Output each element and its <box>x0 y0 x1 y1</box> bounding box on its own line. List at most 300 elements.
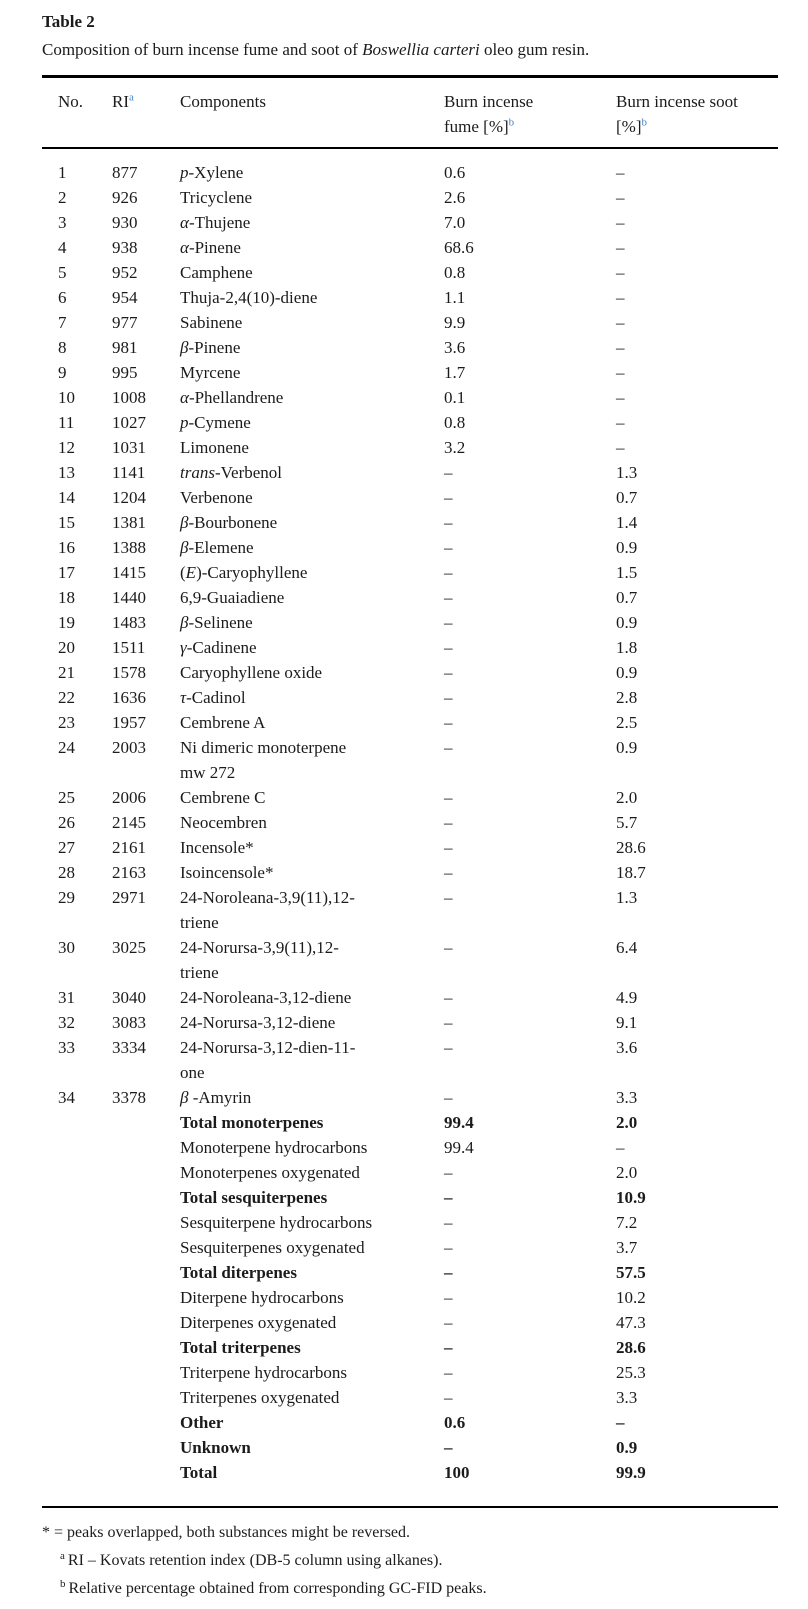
cell-fume-value <box>444 1110 616 1135</box>
footnote-ref-b: b <box>641 116 647 129</box>
cell-component <box>180 835 444 860</box>
cell-fume-value <box>444 435 616 460</box>
cell-ri <box>112 410 180 435</box>
text-segment: Myrcene <box>180 363 241 382</box>
text-segment: – <box>444 538 453 557</box>
text-segment: – <box>444 863 453 882</box>
text-line <box>180 1235 444 1260</box>
cell-component <box>180 1135 444 1160</box>
table-row <box>42 1260 778 1285</box>
cell-soot-value <box>616 1085 778 1110</box>
table-row <box>42 385 778 410</box>
table-row <box>42 460 778 485</box>
text-segment: – <box>444 1188 453 1207</box>
cell-component <box>180 310 444 335</box>
text-segment: – <box>616 188 625 207</box>
text-line <box>616 1110 778 1135</box>
text-line <box>616 1385 778 1410</box>
text-segment: 9 <box>58 363 67 382</box>
text-segment: Diterpene hydrocarbons <box>180 1288 344 1307</box>
table-row <box>42 685 778 710</box>
cell-ri <box>112 535 180 560</box>
table-row <box>42 785 778 810</box>
cell-no <box>42 1235 112 1260</box>
cell-component <box>180 235 444 260</box>
text-segment: – <box>616 263 625 282</box>
cell-fume-value <box>444 1410 616 1435</box>
cell-no <box>42 1185 112 1210</box>
text-line <box>444 1085 616 1110</box>
text-segment: α <box>180 238 189 257</box>
table-row <box>42 885 778 935</box>
cell-ri <box>112 1235 180 1260</box>
text-line <box>616 1360 778 1385</box>
cell-component <box>180 148 444 185</box>
cell-fume-value <box>444 1460 616 1507</box>
text-line <box>180 735 444 760</box>
text-segment: ( <box>180 563 186 582</box>
text-segment: 0.6 <box>444 163 466 182</box>
cell-ri <box>112 385 180 410</box>
cell-soot-value <box>616 385 778 410</box>
cell-component <box>180 285 444 310</box>
cell-fume-value <box>444 1360 616 1385</box>
cell-ri <box>112 685 180 710</box>
text-line <box>444 585 616 610</box>
cell-soot-value <box>616 885 778 935</box>
text-line <box>180 1135 444 1160</box>
caption-species-name: Boswellia carteri <box>362 40 480 59</box>
text-line <box>616 985 778 1010</box>
text-line <box>616 1185 778 1210</box>
cell-fume-value <box>444 1010 616 1035</box>
cell-soot-value <box>616 735 778 785</box>
cell-soot-value <box>616 360 778 385</box>
cell-soot-value <box>616 685 778 710</box>
text-line <box>112 1085 180 1110</box>
cell-soot-value <box>616 148 778 185</box>
table-row <box>42 360 778 385</box>
text-line <box>444 635 616 660</box>
text-segment: 1511 <box>112 638 146 657</box>
text-segment: 47.3 <box>616 1313 646 1332</box>
text-line <box>180 1435 444 1460</box>
text-segment: 30 <box>58 938 75 957</box>
cell-component <box>180 260 444 285</box>
text-segment: -Amyrin <box>188 1088 252 1107</box>
cell-component <box>180 1010 444 1035</box>
cell-fume-value <box>444 1435 616 1460</box>
text-line <box>180 760 444 785</box>
cell-fume-value <box>444 310 616 335</box>
table-row <box>42 735 778 785</box>
text-segment: 3025 <box>112 938 146 957</box>
text-segment: 3.2 <box>444 438 466 457</box>
text-segment: – <box>444 1338 453 1357</box>
cell-no <box>42 1160 112 1185</box>
text-segment: 1578 <box>112 663 146 682</box>
text-line <box>180 435 444 460</box>
text-line <box>180 1160 444 1185</box>
cell-no <box>42 210 112 235</box>
cell-fume-value <box>444 148 616 185</box>
table-row <box>42 1360 778 1385</box>
text-line <box>616 535 778 560</box>
cell-fume-value <box>444 385 616 410</box>
text-segment: -Cymene <box>188 413 251 432</box>
text-line <box>444 1435 616 1460</box>
text-line <box>444 1135 616 1160</box>
text-line <box>180 810 444 835</box>
text-segment: 2.6 <box>444 188 466 207</box>
cell-soot-value <box>616 1110 778 1135</box>
text-line <box>616 1210 778 1235</box>
text-line <box>180 485 444 510</box>
cell-component <box>180 1410 444 1435</box>
cell-component <box>180 1260 444 1285</box>
text-segment: Diterpenes oxygenated <box>180 1313 337 1332</box>
table-row <box>42 1285 778 1310</box>
text-segment: 930 <box>112 213 138 232</box>
text-line <box>616 1285 778 1310</box>
text-segment: Cembrene C <box>180 788 266 807</box>
text-line <box>180 310 444 335</box>
table-row <box>42 535 778 560</box>
cell-no <box>42 710 112 735</box>
text-segment: 11 <box>58 413 75 432</box>
text-line <box>444 185 616 210</box>
table-caption <box>42 38 778 62</box>
cell-no <box>42 835 112 860</box>
cell-no <box>42 285 112 310</box>
text-line <box>112 885 180 910</box>
text-segment: -Bourbonene <box>188 513 278 532</box>
text-line <box>180 710 444 735</box>
text-segment: 29 <box>58 888 75 907</box>
cell-ri <box>112 1185 180 1210</box>
col-header-soot-line2 <box>616 114 778 139</box>
text-line <box>616 1310 778 1335</box>
text-segment: – <box>444 688 453 707</box>
text-segment: – <box>616 288 625 307</box>
text-line <box>112 1035 180 1060</box>
col-header-fume-line1: Burn incense <box>444 92 534 111</box>
text-segment: mw 272 <box>180 763 236 782</box>
cell-ri <box>112 585 180 610</box>
text-segment: Other <box>180 1413 224 1432</box>
table-row <box>42 585 778 610</box>
col-header-soot <box>616 77 778 149</box>
text-line <box>112 260 180 285</box>
text-line <box>58 485 112 510</box>
footnote-marker: * <box>42 1524 50 1541</box>
table-row <box>42 1235 778 1260</box>
cell-component <box>180 1310 444 1335</box>
cell-ri <box>112 1010 180 1035</box>
text-line <box>180 460 444 485</box>
cell-fume-value <box>444 560 616 585</box>
cell-soot-value <box>616 1010 778 1035</box>
cell-component <box>180 1360 444 1385</box>
cell-component <box>180 1285 444 1310</box>
text-segment: Caryophyllene oxide <box>180 663 323 682</box>
text-segment: -Cadinol <box>186 688 246 707</box>
cell-soot-value <box>616 835 778 860</box>
text-segment: 28.6 <box>616 838 646 857</box>
cell-soot-value <box>616 1410 778 1435</box>
table-row <box>42 1410 778 1435</box>
text-line <box>180 235 444 260</box>
text-segment: -Cadinene <box>186 638 257 657</box>
cell-fume-value <box>444 1260 616 1285</box>
cell-soot-value <box>616 210 778 235</box>
text-segment: Sabinene <box>180 313 243 332</box>
text-line <box>616 460 778 485</box>
text-line <box>180 335 444 360</box>
text-segment: 2003 <box>112 738 146 757</box>
text-segment: 26 <box>58 813 75 832</box>
text-segment: 57.5 <box>616 1263 646 1282</box>
caption-prefix: Composition of burn incense fume and soot of <box>42 40 363 59</box>
text-line <box>444 685 616 710</box>
text-line <box>444 1160 616 1185</box>
cell-soot-value <box>616 1385 778 1410</box>
text-segment: -Elemene <box>188 538 254 557</box>
caption-suffix: oleo gum resin. <box>479 40 590 59</box>
text-line <box>112 510 180 535</box>
text-line <box>444 1210 616 1235</box>
text-line <box>616 360 778 385</box>
text-line <box>616 835 778 860</box>
col-header-soot-unit: [%] <box>616 117 642 136</box>
cell-soot-value <box>616 660 778 685</box>
cell-component <box>180 360 444 385</box>
text-line <box>112 460 180 485</box>
text-line <box>180 610 444 635</box>
cell-ri <box>112 1085 180 1110</box>
col-header-no: No. <box>42 77 112 149</box>
text-segment: – <box>444 1363 453 1382</box>
cell-no <box>42 660 112 685</box>
text-line <box>444 560 616 585</box>
text-segment: one <box>180 1063 205 1082</box>
text-line <box>58 660 112 685</box>
text-line <box>58 535 112 560</box>
text-segment: 1440 <box>112 588 146 607</box>
cell-ri <box>112 1110 180 1135</box>
text-line <box>58 835 112 860</box>
text-line <box>444 1260 616 1285</box>
text-line <box>58 635 112 660</box>
cell-ri <box>112 485 180 510</box>
table-row <box>42 235 778 260</box>
text-segment: p <box>180 413 189 432</box>
cell-fume-value <box>444 510 616 535</box>
table-row <box>42 610 778 635</box>
cell-soot-value <box>616 860 778 885</box>
cell-soot-value <box>616 285 778 310</box>
text-segment: 19 <box>58 613 75 632</box>
text-segment: 1415 <box>112 563 146 582</box>
text-segment: 9.1 <box>616 1013 638 1032</box>
text-line <box>444 535 616 560</box>
text-line <box>58 260 112 285</box>
text-line <box>444 260 616 285</box>
text-line <box>112 535 180 560</box>
cell-soot-value <box>616 1360 778 1385</box>
text-line <box>112 935 180 960</box>
text-segment: Sesquiterpene hydrocarbons <box>180 1213 373 1232</box>
text-segment: 0.7 <box>616 588 638 607</box>
cell-soot-value <box>616 610 778 635</box>
cell-fume-value <box>444 635 616 660</box>
cell-component <box>180 560 444 585</box>
col-header-ri <box>112 77 180 149</box>
cell-soot-value <box>616 1460 778 1507</box>
text-line <box>112 635 180 660</box>
cell-no <box>42 310 112 335</box>
table-row <box>42 985 778 1010</box>
cell-ri <box>112 885 180 935</box>
cell-fume-value <box>444 185 616 210</box>
text-segment: 1.3 <box>616 888 638 907</box>
cell-soot-value <box>616 1435 778 1460</box>
text-line <box>444 1460 616 1485</box>
text-segment: – <box>616 438 625 457</box>
text-segment: 7 <box>58 313 67 332</box>
text-segment: 18 <box>58 588 75 607</box>
text-segment: Neocembren <box>180 813 267 832</box>
text-line <box>444 935 616 960</box>
cell-component <box>180 1235 444 1260</box>
text-line <box>180 210 444 235</box>
text-segment: 13 <box>58 463 75 482</box>
cell-ri <box>112 635 180 660</box>
text-line <box>58 1010 112 1035</box>
text-segment: – <box>444 1238 453 1257</box>
cell-ri <box>112 210 180 235</box>
cell-no <box>42 985 112 1010</box>
text-segment: -Phellandrene <box>188 388 284 407</box>
text-line <box>112 210 180 235</box>
col-header-ri-label: RI <box>112 92 129 111</box>
text-segment: Cembrene A <box>180 713 266 732</box>
text-segment: 22 <box>58 688 75 707</box>
cell-component <box>180 885 444 935</box>
text-segment: 0.8 <box>444 413 466 432</box>
table-body <box>42 148 778 1507</box>
cell-no <box>42 1385 112 1410</box>
text-line <box>112 485 180 510</box>
text-line <box>180 860 444 885</box>
text-segment: 6.4 <box>616 938 638 957</box>
text-segment: Incensole* <box>180 838 254 857</box>
table-row <box>42 148 778 185</box>
cell-soot-value <box>616 1260 778 1285</box>
cell-fume-value <box>444 610 616 635</box>
col-header-fume <box>444 77 616 149</box>
table-row <box>42 835 778 860</box>
cell-soot-value <box>616 1335 778 1360</box>
text-segment: – <box>444 613 453 632</box>
text-segment: 7.2 <box>616 1213 638 1232</box>
cell-fume-value <box>444 1185 616 1210</box>
cell-fume-value <box>444 985 616 1010</box>
text-line <box>180 1060 444 1085</box>
cell-soot-value <box>616 560 778 585</box>
text-segment: – <box>444 513 453 532</box>
text-segment: 954 <box>112 288 138 307</box>
text-segment: 0.9 <box>616 738 638 757</box>
text-line <box>616 160 778 185</box>
text-line <box>112 160 180 185</box>
text-segment: Total triterpenes <box>180 1338 301 1357</box>
cell-no <box>42 1210 112 1235</box>
cell-no <box>42 1135 112 1160</box>
text-line <box>616 1160 778 1185</box>
text-line <box>444 1335 616 1360</box>
text-line <box>444 460 616 485</box>
text-segment: -Selinene <box>188 613 253 632</box>
text-line <box>112 410 180 435</box>
text-line <box>180 1360 444 1385</box>
table-row <box>42 1385 778 1410</box>
cell-ri <box>112 285 180 310</box>
cell-fume-value <box>444 1210 616 1235</box>
footnote-marker: b <box>60 1577 66 1590</box>
text-line <box>58 310 112 335</box>
text-line <box>112 185 180 210</box>
text-line <box>58 185 112 210</box>
text-segment: 1957 <box>112 713 146 732</box>
text-segment: 28.6 <box>616 1338 646 1357</box>
text-segment: 3.3 <box>616 1388 638 1407</box>
cell-soot-value <box>616 1310 778 1335</box>
text-line <box>444 1185 616 1210</box>
text-segment: 99.9 <box>616 1463 646 1482</box>
cell-fume-value <box>444 660 616 685</box>
text-line <box>180 1185 444 1210</box>
cell-no <box>42 1085 112 1110</box>
cell-fume-value <box>444 1235 616 1260</box>
text-segment: 28 <box>58 863 75 882</box>
cell-no <box>42 1260 112 1285</box>
text-segment: 0.8 <box>444 263 466 282</box>
text-segment: Total monoterpenes <box>180 1113 324 1132</box>
table-row <box>42 310 778 335</box>
text-line <box>180 1385 444 1410</box>
text-line <box>180 1010 444 1035</box>
cell-soot-value <box>616 335 778 360</box>
text-segment: 0.1 <box>444 388 466 407</box>
cell-fume-value <box>444 685 616 710</box>
text-segment: triene <box>180 963 219 982</box>
text-line <box>112 610 180 635</box>
text-line <box>616 385 778 410</box>
cell-component <box>180 1160 444 1185</box>
text-segment: Isoincensole* <box>180 863 274 882</box>
text-segment: -Xylene <box>188 163 244 182</box>
text-segment: – <box>444 788 453 807</box>
cell-component <box>180 1435 444 1460</box>
text-line <box>444 335 616 360</box>
text-segment: 99.4 <box>444 1113 474 1132</box>
cell-ri <box>112 1260 180 1285</box>
text-line <box>616 610 778 635</box>
cell-no <box>42 685 112 710</box>
cell-fume-value <box>444 335 616 360</box>
text-segment: – <box>616 313 625 332</box>
